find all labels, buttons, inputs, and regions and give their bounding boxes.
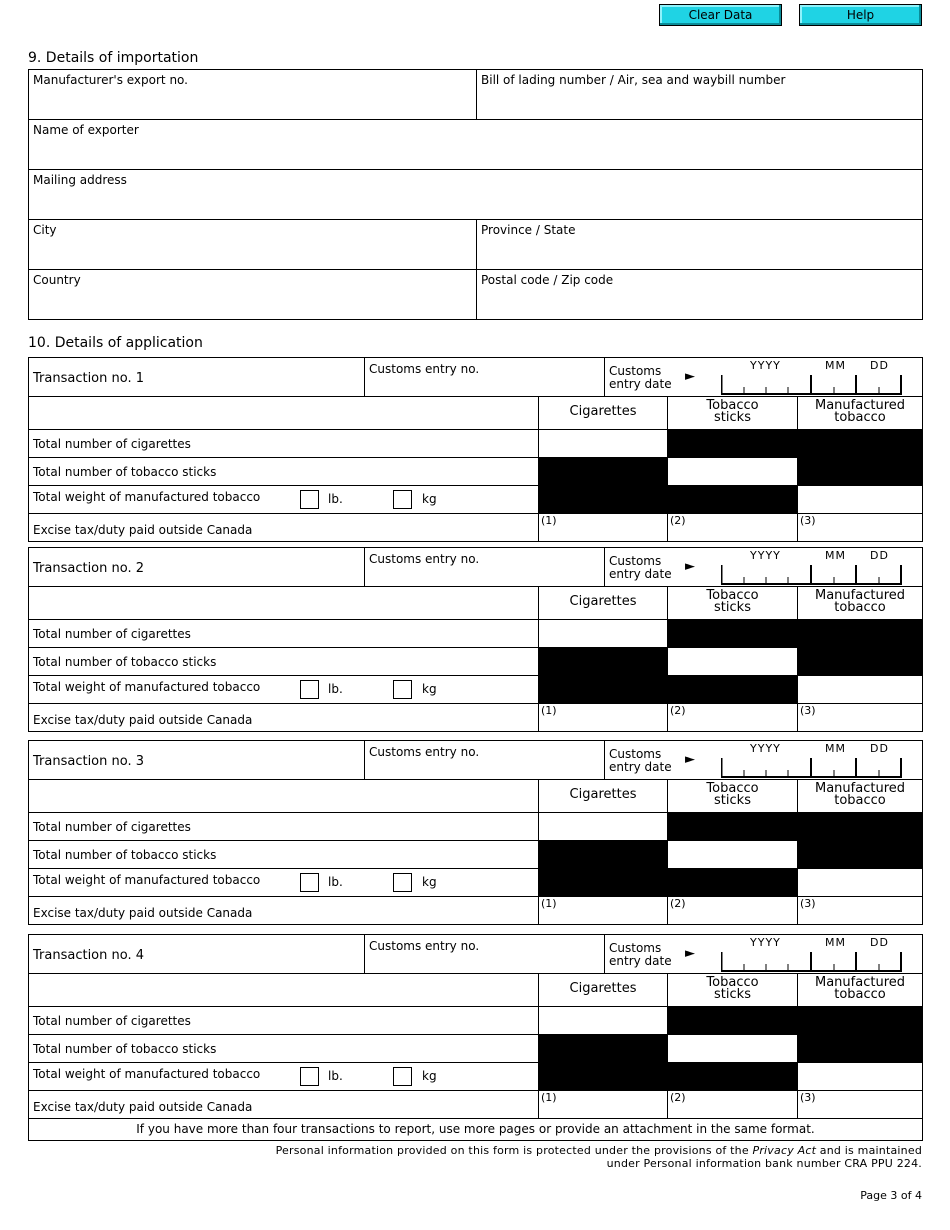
bill-of-lading-input[interactable] bbox=[481, 98, 918, 116]
tobacco-sticks-count-input[interactable] bbox=[667, 458, 797, 485]
shaded-cell bbox=[538, 458, 667, 485]
customs-entry-date-label-line1: Customs bbox=[609, 941, 662, 955]
manufacturer-export-no-cell bbox=[29, 70, 476, 119]
tobacco-sticks-count-input[interactable] bbox=[667, 841, 797, 868]
cigarettes-count-input[interactable] bbox=[538, 1007, 667, 1034]
col-number-1: (1) bbox=[541, 1091, 557, 1104]
excise-row bbox=[29, 897, 922, 924]
cigarettes-column-label: Cigarettes bbox=[569, 981, 637, 996]
transaction-body bbox=[28, 396, 923, 542]
manufactured-tobacco-weight-input[interactable] bbox=[797, 486, 922, 513]
customs-entry-date-label-line2: entry date bbox=[609, 760, 672, 774]
city-label: City bbox=[33, 223, 57, 237]
col-number-1: (1) bbox=[541, 704, 557, 717]
transaction-title-cell bbox=[29, 741, 365, 779]
mailing-address-cell bbox=[29, 170, 922, 219]
excise-row bbox=[29, 514, 922, 541]
date-day-header: DD bbox=[870, 359, 889, 372]
excise-manufactured-tobacco-input[interactable] bbox=[797, 704, 922, 731]
customs-entry-date-label bbox=[609, 555, 672, 581]
country-label: Country bbox=[33, 273, 81, 287]
customs-entry-date-label-line1: Customs bbox=[609, 364, 662, 378]
tobacco-sticks-column-header bbox=[667, 780, 797, 812]
date-comb-field[interactable] bbox=[721, 565, 902, 585]
lb-unit-label: lb. bbox=[328, 875, 343, 889]
importation-row-1 bbox=[29, 70, 922, 120]
manufactured-tobacco-weight-input[interactable] bbox=[797, 869, 922, 896]
date-year-header: YYYY bbox=[750, 359, 781, 372]
date-comb-field[interactable] bbox=[721, 952, 902, 972]
tobacco-sticks-label-line2: sticks bbox=[714, 987, 751, 1002]
date-year-header: YYYY bbox=[750, 936, 781, 949]
excise-cigarettes-input[interactable] bbox=[538, 897, 667, 924]
transaction-block-3 bbox=[28, 740, 923, 925]
kg-checkbox[interactable] bbox=[393, 680, 412, 699]
col-number-2: (2) bbox=[670, 1091, 686, 1104]
excise-row bbox=[29, 704, 922, 731]
shaded-cell bbox=[538, 841, 667, 868]
column-header-row bbox=[29, 974, 922, 1007]
excise-row-label: Excise tax/duty paid outside Canada bbox=[33, 523, 253, 537]
cigarettes-row-label: Total number of cigarettes bbox=[33, 437, 191, 451]
bill-of-lading-cell bbox=[476, 70, 922, 119]
cigarettes-column-header bbox=[538, 780, 667, 812]
arrow-right-icon: ► bbox=[685, 752, 695, 767]
tobacco-sticks-label-line2: sticks bbox=[714, 793, 751, 808]
kg-unit-label: kg bbox=[422, 875, 437, 889]
cigarettes-row-label: Total number of cigarettes bbox=[33, 1014, 191, 1028]
customs-entry-date-cell[interactable] bbox=[605, 741, 922, 779]
cigarettes-count-input[interactable] bbox=[538, 430, 667, 457]
manufactured-tobacco-weight-row bbox=[29, 676, 922, 704]
manufactured-tobacco-column-header bbox=[797, 974, 922, 1006]
lb-unit-label: lb. bbox=[328, 682, 343, 696]
privacy-text-post: and is maintained bbox=[816, 1144, 922, 1157]
manufactured-tobacco-label-line1: Manufactured bbox=[815, 398, 905, 413]
importation-details-grid bbox=[28, 69, 923, 320]
excise-cigarettes-input[interactable] bbox=[538, 514, 667, 541]
manufactured-tobacco-label-line2: tobacco bbox=[834, 987, 886, 1002]
weight-row-label: Total weight of manufactured tobacco bbox=[33, 490, 261, 504]
shaded-cell bbox=[797, 1035, 922, 1062]
shaded-cell bbox=[797, 841, 922, 868]
date-day-header: DD bbox=[870, 936, 889, 949]
cigarettes-row-label: Total number of cigarettes bbox=[33, 627, 191, 641]
column-header-row bbox=[29, 397, 922, 430]
tobacco-sticks-label-line2: sticks bbox=[714, 600, 751, 615]
postal-zip-cell bbox=[476, 270, 922, 319]
tobacco-sticks-label-line1: Tobacco bbox=[706, 975, 759, 990]
cigarettes-count-input[interactable] bbox=[538, 813, 667, 840]
section-9-title: 9. Details of importation bbox=[28, 50, 199, 66]
tobacco-sticks-row-label: Total number of tobacco sticks bbox=[33, 1042, 217, 1056]
shaded-cell bbox=[667, 1007, 922, 1034]
help-button[interactable]: Help bbox=[799, 4, 922, 26]
date-day-header: DD bbox=[870, 549, 889, 562]
date-comb-field[interactable] bbox=[721, 375, 902, 395]
weight-row-label: Total weight of manufactured tobacco bbox=[33, 1067, 261, 1081]
bill-of-lading-label: Bill of lading number / Air, sea and waybill number bbox=[481, 73, 786, 87]
shaded-cell bbox=[538, 648, 667, 675]
excise-row bbox=[29, 1091, 922, 1118]
tobacco-sticks-label-line1: Tobacco bbox=[706, 588, 759, 603]
excise-row-label: Excise tax/duty paid outside Canada bbox=[33, 713, 253, 727]
transaction-title: Transaction no. 4 bbox=[33, 948, 145, 963]
transaction-block-4 bbox=[28, 934, 923, 1119]
customs-entry-no-label: Customs entry no. bbox=[369, 745, 480, 759]
tobacco-sticks-label-line1: Tobacco bbox=[706, 398, 759, 413]
customs-entry-date-label bbox=[609, 942, 672, 968]
page-number: Page 3 of 4 bbox=[860, 1189, 922, 1202]
transaction-title-cell bbox=[29, 358, 365, 396]
kg-unit-label: kg bbox=[422, 1069, 437, 1083]
manufactured-tobacco-column-label bbox=[798, 587, 922, 614]
customs-entry-no-label: Customs entry no. bbox=[369, 362, 480, 376]
privacy-notice bbox=[276, 1144, 922, 1170]
cigarettes-row bbox=[29, 620, 922, 648]
tobacco-sticks-column-header bbox=[667, 397, 797, 429]
customs-entry-no-cell[interactable] bbox=[365, 358, 605, 396]
tobacco-sticks-column-label bbox=[668, 397, 797, 424]
section-10-title: 10. Details of application bbox=[28, 335, 203, 351]
tobacco-sticks-column-label bbox=[668, 780, 797, 807]
province-state-label: Province / State bbox=[481, 223, 576, 237]
importation-row-2 bbox=[29, 120, 922, 170]
kg-checkbox[interactable] bbox=[393, 1067, 412, 1086]
kg-checkbox[interactable] bbox=[393, 490, 412, 509]
exporter-name-label: Name of exporter bbox=[33, 123, 139, 137]
shaded-cell bbox=[538, 486, 797, 513]
exporter-name-cell bbox=[29, 120, 922, 169]
tobacco-sticks-row bbox=[29, 1035, 922, 1063]
excise-manufactured-tobacco-input[interactable] bbox=[797, 897, 922, 924]
excise-manufactured-tobacco-input[interactable] bbox=[797, 514, 922, 541]
transaction-title: Transaction no. 1 bbox=[33, 371, 145, 386]
province-state-cell bbox=[476, 220, 922, 269]
manufactured-tobacco-label-line2: tobacco bbox=[834, 600, 886, 615]
exporter-name-input[interactable] bbox=[33, 148, 918, 166]
mailing-address-input[interactable] bbox=[33, 198, 918, 216]
col-number-2: (2) bbox=[670, 514, 686, 527]
customs-entry-no-cell[interactable] bbox=[365, 935, 605, 973]
transaction-body bbox=[28, 973, 923, 1119]
manufactured-tobacco-column-header bbox=[797, 780, 922, 812]
arrow-right-icon: ► bbox=[685, 559, 695, 574]
clear-data-button[interactable]: Clear Data bbox=[659, 4, 782, 26]
excise-cigarettes-input[interactable] bbox=[538, 1091, 667, 1118]
customs-entry-no-cell[interactable] bbox=[365, 548, 605, 586]
shaded-cell bbox=[667, 620, 922, 647]
transaction-body bbox=[28, 779, 923, 925]
tobacco-sticks-count-input[interactable] bbox=[667, 1035, 797, 1062]
tobacco-sticks-row bbox=[29, 841, 922, 869]
transaction-header bbox=[28, 357, 923, 397]
manufactured-tobacco-weight-input[interactable] bbox=[797, 676, 922, 703]
cigarettes-row bbox=[29, 813, 922, 841]
col-number-3: (3) bbox=[800, 704, 816, 717]
excise-tobacco-sticks-input[interactable] bbox=[667, 897, 797, 924]
date-month-header: MM bbox=[825, 359, 846, 372]
date-month-header: MM bbox=[825, 742, 846, 755]
col-number-1: (1) bbox=[541, 514, 557, 527]
excise-row-label: Excise tax/duty paid outside Canada bbox=[33, 1100, 253, 1114]
manufactured-tobacco-column-label bbox=[798, 780, 922, 807]
privacy-bank-number: under Personal information bank number CRA PPU 224. bbox=[606, 1157, 922, 1170]
transaction-title-cell bbox=[29, 935, 365, 973]
transaction-header bbox=[28, 934, 923, 974]
tobacco-sticks-count-input[interactable] bbox=[667, 648, 797, 675]
column-header-row bbox=[29, 780, 922, 813]
col-number-1: (1) bbox=[541, 897, 557, 910]
shaded-cell bbox=[667, 813, 922, 840]
city-cell bbox=[29, 220, 476, 269]
manufactured-tobacco-label-line2: tobacco bbox=[834, 410, 886, 425]
transaction-header bbox=[28, 547, 923, 587]
manufactured-tobacco-weight-row bbox=[29, 869, 922, 897]
tobacco-sticks-label-line2: sticks bbox=[714, 410, 751, 425]
col-number-2: (2) bbox=[670, 704, 686, 717]
tobacco-sticks-column-header bbox=[667, 587, 797, 619]
customs-entry-no-cell[interactable] bbox=[365, 741, 605, 779]
excise-tobacco-sticks-input[interactable] bbox=[667, 514, 797, 541]
manufactured-tobacco-label-line1: Manufactured bbox=[815, 781, 905, 796]
transaction-title: Transaction no. 2 bbox=[33, 561, 145, 576]
shaded-cell bbox=[797, 648, 922, 675]
cigarettes-column-header bbox=[538, 587, 667, 619]
shaded-cell bbox=[667, 430, 922, 457]
manufactured-tobacco-column-header bbox=[797, 397, 922, 429]
tobacco-sticks-row bbox=[29, 458, 922, 486]
customs-entry-date-cell[interactable] bbox=[605, 358, 922, 396]
transaction-header bbox=[28, 740, 923, 780]
tobacco-sticks-column-label bbox=[668, 587, 797, 614]
excise-cigarettes-input[interactable] bbox=[538, 704, 667, 731]
lb-unit-label: lb. bbox=[328, 1069, 343, 1083]
tobacco-sticks-label-line1: Tobacco bbox=[706, 781, 759, 796]
customs-entry-no-label: Customs entry no. bbox=[369, 939, 480, 953]
col-number-2: (2) bbox=[670, 897, 686, 910]
date-month-header: MM bbox=[825, 549, 846, 562]
customs-entry-date-cell[interactable] bbox=[605, 935, 922, 973]
customs-entry-date-label bbox=[609, 365, 672, 391]
country-cell bbox=[29, 270, 476, 319]
cigarettes-column-header bbox=[538, 397, 667, 429]
country-input[interactable] bbox=[33, 298, 472, 316]
customs-entry-date-label-line2: entry date bbox=[609, 567, 672, 581]
transaction-title-cell bbox=[29, 548, 365, 586]
tobacco-sticks-row-label: Total number of tobacco sticks bbox=[33, 465, 217, 479]
cigarettes-row-label: Total number of cigarettes bbox=[33, 820, 191, 834]
manufactured-tobacco-column-label bbox=[798, 974, 922, 1001]
manufacturer-export-no-label: Manufacturer's export no. bbox=[33, 73, 188, 87]
customs-entry-date-label-line2: entry date bbox=[609, 377, 672, 391]
lb-checkbox[interactable] bbox=[300, 873, 319, 892]
transaction-block-2 bbox=[28, 547, 923, 732]
manufactured-tobacco-weight-row bbox=[29, 1063, 922, 1091]
manufactured-tobacco-label-line1: Manufactured bbox=[815, 975, 905, 990]
date-comb-field[interactable] bbox=[721, 758, 902, 778]
postal-zip-label: Postal code / Zip code bbox=[481, 273, 614, 287]
col-number-3: (3) bbox=[800, 514, 816, 527]
shaded-cell bbox=[538, 676, 797, 703]
shaded-cell bbox=[538, 1035, 667, 1062]
cigarettes-row bbox=[29, 430, 922, 458]
tobacco-sticks-row-label: Total number of tobacco sticks bbox=[33, 655, 217, 669]
excise-manufactured-tobacco-input[interactable] bbox=[797, 1091, 922, 1118]
customs-entry-date-label-line2: entry date bbox=[609, 954, 672, 968]
excise-tobacco-sticks-input[interactable] bbox=[667, 1091, 797, 1118]
kg-unit-label: kg bbox=[422, 492, 437, 506]
postal-zip-input[interactable] bbox=[481, 298, 918, 316]
arrow-right-icon: ► bbox=[685, 946, 695, 961]
tobacco-sticks-column-label bbox=[668, 974, 797, 1001]
lb-checkbox[interactable] bbox=[300, 680, 319, 699]
importation-row-3 bbox=[29, 170, 922, 220]
customs-entry-date-label bbox=[609, 748, 672, 774]
cigarettes-column-label: Cigarettes bbox=[569, 404, 637, 419]
customs-entry-date-label-line1: Customs bbox=[609, 554, 662, 568]
customs-entry-no-label: Customs entry no. bbox=[369, 552, 480, 566]
col-number-3: (3) bbox=[800, 897, 816, 910]
weight-row-label: Total weight of manufactured tobacco bbox=[33, 873, 261, 887]
excise-row-label: Excise tax/duty paid outside Canada bbox=[33, 906, 253, 920]
date-month-header: MM bbox=[825, 936, 846, 949]
date-year-header: YYYY bbox=[750, 549, 781, 562]
weight-row-label: Total weight of manufactured tobacco bbox=[33, 680, 261, 694]
manufactured-tobacco-column-label bbox=[798, 397, 922, 424]
cigarettes-row bbox=[29, 1007, 922, 1035]
manufactured-tobacco-column-header bbox=[797, 587, 922, 619]
privacy-act-link-text: Privacy Act bbox=[752, 1144, 817, 1157]
city-input[interactable] bbox=[33, 248, 472, 266]
arrow-right-icon: ► bbox=[685, 369, 695, 384]
kg-checkbox[interactable] bbox=[393, 873, 412, 892]
customs-entry-date-cell[interactable] bbox=[605, 548, 922, 586]
tobacco-sticks-row-label: Total number of tobacco sticks bbox=[33, 848, 217, 862]
mailing-address-label: Mailing address bbox=[33, 173, 127, 187]
col-number-3: (3) bbox=[800, 1091, 816, 1104]
tobacco-sticks-row bbox=[29, 648, 922, 676]
cigarettes-column-label: Cigarettes bbox=[569, 594, 637, 609]
kg-unit-label: kg bbox=[422, 682, 437, 696]
manufactured-tobacco-label-line2: tobacco bbox=[834, 793, 886, 808]
cigarettes-column-label: Cigarettes bbox=[569, 787, 637, 802]
excise-tobacco-sticks-input[interactable] bbox=[667, 704, 797, 731]
province-state-input[interactable] bbox=[481, 248, 918, 266]
importation-row-4 bbox=[29, 220, 922, 270]
shaded-cell bbox=[538, 1063, 797, 1090]
more-transactions-note: If you have more than four transactions to report, use more pages or provide an attachment in the same format. bbox=[28, 1118, 923, 1141]
tobacco-sticks-column-header bbox=[667, 974, 797, 1006]
manufactured-tobacco-label-line1: Manufactured bbox=[815, 588, 905, 603]
column-header-row bbox=[29, 587, 922, 620]
lb-unit-label: lb. bbox=[328, 492, 343, 506]
lb-checkbox[interactable] bbox=[300, 1067, 319, 1086]
cigarettes-column-header bbox=[538, 974, 667, 1006]
customs-entry-date-label-line1: Customs bbox=[609, 747, 662, 761]
manufactured-tobacco-weight-row bbox=[29, 486, 922, 514]
privacy-text-pre: Personal information provided on this form is protected under the provisions of the bbox=[275, 1144, 753, 1157]
lb-checkbox[interactable] bbox=[300, 490, 319, 509]
transaction-title: Transaction no. 3 bbox=[33, 754, 145, 769]
manufacturer-export-no-input[interactable] bbox=[33, 98, 472, 116]
date-day-header: DD bbox=[870, 742, 889, 755]
transaction-block-1 bbox=[28, 357, 923, 542]
shaded-cell bbox=[538, 869, 797, 896]
date-year-header: YYYY bbox=[750, 742, 781, 755]
importation-row-5 bbox=[29, 270, 922, 319]
transaction-body bbox=[28, 586, 923, 732]
manufactured-tobacco-weight-input[interactable] bbox=[797, 1063, 922, 1090]
cigarettes-count-input[interactable] bbox=[538, 620, 667, 647]
shaded-cell bbox=[797, 458, 922, 485]
